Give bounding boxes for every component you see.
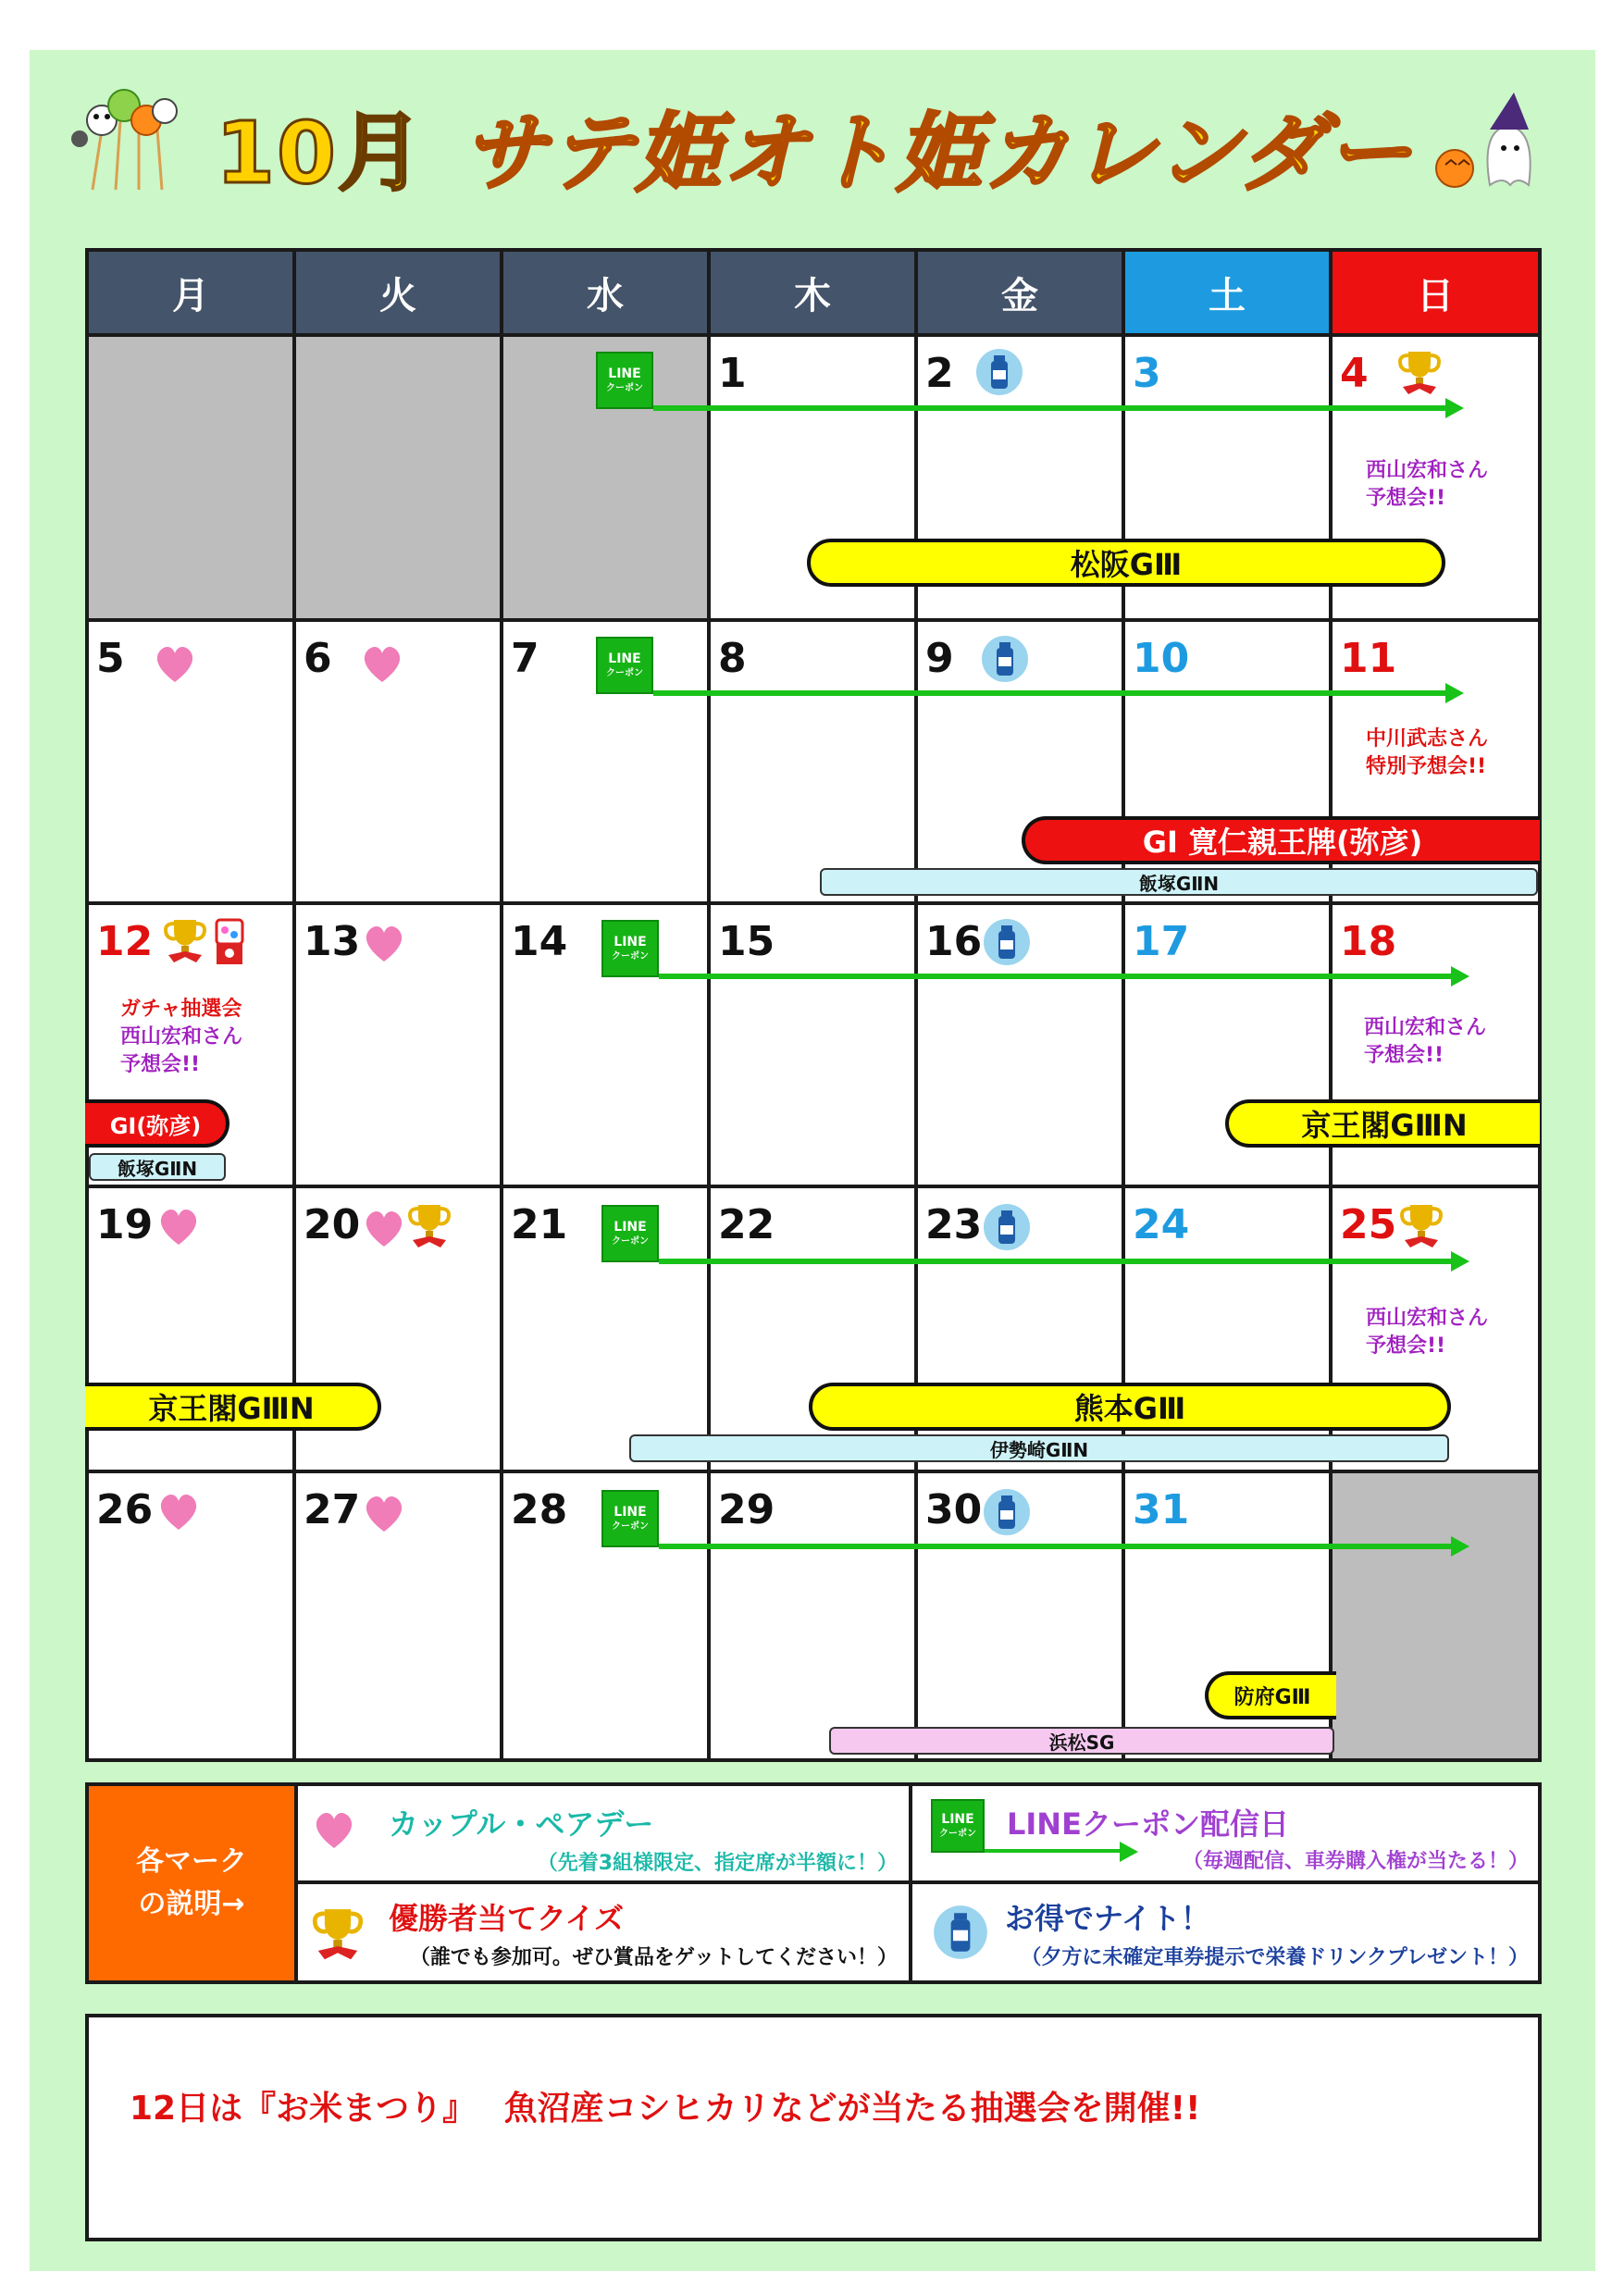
event-note-line: 西山宏和さん [1366,459,1489,482]
heart-icon [361,1205,407,1251]
drink-bottle-icon [975,348,1023,396]
event-note-line: 西山宏和さん [1364,1016,1487,1039]
trophy-icon [403,1199,455,1251]
race-bar-hamamatsu[interactable]: 浜松SG [829,1727,1334,1755]
line-coupon-arrow [985,1849,1122,1853]
heart-icon [311,1806,357,1853]
line-badge-subtext: クーポン [606,383,643,393]
day-number: 7 [511,635,539,682]
legend-night-title: お得でナイト！ [1005,1901,1210,1936]
drink-bottle-icon [983,1488,1031,1536]
day-number: 2 [925,350,954,397]
day-number: 26 [96,1486,154,1533]
line-coupon-icon [601,920,659,977]
day-number: 30 [925,1486,983,1533]
drink-bottle-icon [933,1905,988,1960]
legend-line-desc: （毎週配信、車券購入権が当たる！） [1182,1850,1529,1873]
line-badge-text: LINE [608,652,641,666]
day-number: 21 [511,1201,568,1248]
weekday-header-sat: 土 [1125,252,1333,337]
event-note-line: 予想会!! [120,1053,201,1076]
day-number: 14 [511,918,568,965]
line-coupon-icon [596,352,653,409]
day-number: 31 [1133,1486,1190,1533]
event-note-line: 中川武志さん [1366,727,1489,751]
line-badge-text: LINE [608,366,641,381]
event-note-line: 西山宏和さん [1366,1307,1489,1330]
day-number: 27 [304,1486,361,1533]
line-coupon-arrow [659,1259,1453,1264]
title-area [56,65,1573,213]
event-note [1364,1014,1486,1070]
event-note-line: 予想会!! [1366,1334,1446,1358]
day-number: 9 [925,635,954,682]
day-number: 22 [718,1201,775,1248]
race-bar-kanjin[interactable]: GⅠ 寛仁親王牌(弥彦) [1022,816,1540,864]
notice-text: 12日は『お米まつり』 魚沼産コシヒカリなどが当たる抽選会を開催!! [130,2090,1201,2128]
day-number: 29 [718,1486,775,1533]
day-number: 20 [304,1201,361,1248]
day-cell-empty [1333,1473,1538,1758]
line-badge-subtext: クーポン [606,668,643,678]
event-note [1366,457,1488,513]
day-number: 23 [925,1201,983,1248]
day-number: 4 [1340,350,1369,397]
race-bar-iizuka-2[interactable]: 飯塚GⅡN [89,1153,226,1181]
trophy-icon [307,1903,368,1964]
race-bar-isesaki[interactable]: 伊勢崎GⅡN [629,1434,1449,1462]
trophy-icon [159,914,211,966]
line-badge-text: LINE [614,1220,647,1235]
event-note-line: 予想会!! [1366,487,1446,510]
legend-label-line: 各マーク [136,1845,247,1878]
heart-icon [155,1203,202,1249]
legend-quiz-title: 優勝者当てクイズ [389,1901,625,1936]
weekday-header-thu: 木 [711,252,918,337]
race-bar-keiokaku-2[interactable]: 京王閣GⅢN [85,1383,381,1431]
page-title [56,85,1573,207]
line-coupon-arrow [653,690,1447,696]
weekday-header-fri: 金 [918,252,1125,337]
legend-night [912,1884,1538,1980]
drink-bottle-icon [983,1203,1031,1251]
line-badge-text: LINE [941,1812,974,1827]
day-cell-empty [296,337,503,622]
day-number: 24 [1133,1201,1190,1248]
line-coupon-icon [601,1490,659,1547]
legend-couple-desc: （先着3組様限定、指定席が半額に！） [537,1852,898,1875]
title-main: サテ姫オト姫カレンダー [462,104,1414,203]
day-cell-8[interactable] [711,622,918,905]
line-coupon-icon [931,1799,985,1853]
legend-line [912,1786,1538,1884]
day-cell-29[interactable] [711,1473,918,1758]
weekday-header-sun: 日 [1333,252,1538,337]
line-coupon-arrow [653,405,1447,411]
line-coupon-icon [596,637,653,694]
heart-icon [361,920,407,966]
legend-label-line: の説明→ [138,1888,245,1920]
event-note-line: 西山宏和さん [120,1025,243,1049]
day-number: 19 [96,1201,154,1248]
day-cell-15[interactable] [711,905,918,1188]
legend-quiz-desc: （誰でも参加可。ぜひ賞品をゲットしてください！） [409,1946,898,1969]
heart-icon [361,1490,407,1536]
day-number: 5 [96,635,125,682]
notice-box [85,2014,1542,2241]
line-coupon-icon [601,1205,659,1262]
event-note [1366,1305,1488,1360]
event-note-line: ガチャ抽選会 [120,998,242,1021]
legend-panel [85,1782,1542,1984]
day-number: 8 [718,635,747,682]
day-number: 12 [96,918,154,965]
day-number: 18 [1340,918,1397,965]
day-number: 3 [1133,350,1161,397]
line-coupon-arrow [659,974,1453,979]
calendar-grid [85,248,1542,1762]
line-badge-subtext: クーポン [612,951,649,962]
event-note [120,996,242,1079]
race-bar-iizuka[interactable]: 飯塚GⅡN [820,868,1538,896]
legend-line-title: LINEクーポン配信日 [1007,1806,1289,1842]
day-number: 15 [718,918,775,965]
legend-couple [298,1786,912,1884]
weekday-header-tue: 火 [296,252,503,337]
race-bar-hofu[interactable]: 防府GⅢ [1205,1671,1336,1719]
day-cell-empty [89,337,296,622]
day-number: 17 [1133,918,1190,965]
legend-label [89,1786,298,1980]
day-number: 11 [1340,635,1397,682]
race-bar-g1-yahiko[interactable]: GⅠ(弥彦) [85,1099,229,1148]
legend-quiz [298,1884,912,1980]
heart-icon [152,640,198,687]
line-coupon-arrow [659,1544,1453,1549]
line-badge-subtext: クーポン [612,1236,649,1247]
day-number: 1 [718,350,747,397]
gacha-machine-icon [213,916,246,968]
title-month: 10月 [215,104,425,203]
drink-bottle-icon [983,918,1031,966]
line-badge-subtext: クーポン [612,1521,649,1532]
day-number: 25 [1340,1201,1397,1248]
ghost-witch-icon [1425,93,1555,194]
race-bar-keiokaku[interactable]: 京王閣GⅢN [1225,1099,1540,1148]
event-note [1366,726,1488,781]
line-badge-text: LINE [614,935,647,949]
heart-icon [359,640,405,687]
day-number: 6 [304,635,332,682]
day-number: 10 [1133,635,1190,682]
event-note-line: 予想会!! [1364,1044,1444,1067]
trophy-icon [1394,346,1445,398]
day-number: 13 [304,918,361,965]
event-note-line: 特別予想会!! [1366,755,1487,778]
weekday-header-mon: 月 [89,252,296,337]
race-bar-kumamoto[interactable]: 熊本GⅢ [809,1383,1451,1431]
legend-couple-title: カップル・ペアデー [389,1806,654,1842]
legend-night-desc: （夕方に未確定車券提示で栄養ドリンクプレゼント！） [1021,1946,1529,1969]
heart-icon [155,1488,202,1534]
drink-bottle-icon [981,635,1029,683]
day-number: 16 [925,918,983,965]
weekday-header-wed: 水 [503,252,711,337]
line-badge-text: LINE [614,1505,647,1520]
race-bar-matsusaka[interactable]: 松阪GⅢ [807,539,1445,587]
day-number: 28 [511,1486,568,1533]
line-badge-subtext: クーポン [939,1829,976,1839]
trophy-icon [1395,1199,1447,1251]
